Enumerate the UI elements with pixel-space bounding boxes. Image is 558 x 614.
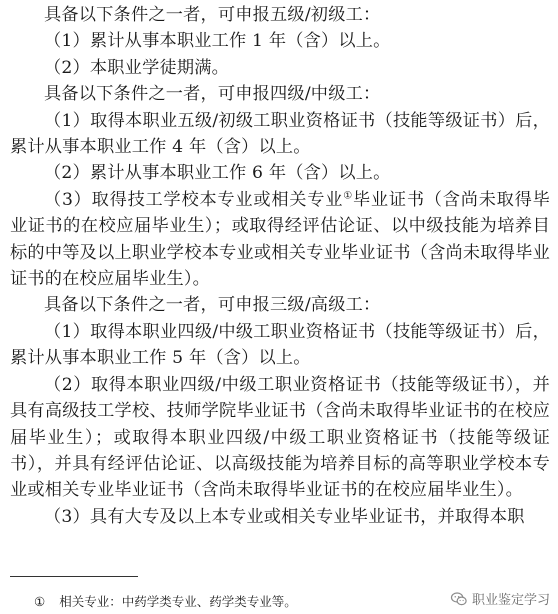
paragraph-level4-cond2: （2）累计从事本职业工作 6 年（含）以上。 <box>44 163 391 184</box>
watermark-text: 职业鉴定学习 <box>471 593 550 608</box>
paragraph-text-part-b: 毕业证书（含尚未取得毕业证书的在校应届毕业生）；或取得经评估论证、以中级技能为培养目标的中等及以上职业学校本专业或相关专业毕业证书（含尚未取得毕业证书的在校应届毕业生）。 <box>10 189 550 290</box>
watermark <box>450 589 550 608</box>
paragraph-level3-cond3: （3）具有大专及以上本专业或相关专业毕业证书，并取得本职 <box>44 506 525 527</box>
footnote-divider <box>10 576 138 577</box>
paragraph-level3-cond1: （1）取得本职业四级/中级工职业资格证书（技能等级证书）后，累计从事本职业工作 5 年（含）以上。 <box>10 321 550 369</box>
paragraph-level5-heading: 具备以下条件之一者，可申报五级/初级工： <box>44 5 381 25</box>
footnote-text: 相关专业：中药学类专业、药学类专业等。 <box>59 594 297 609</box>
paragraph-text-part-a: （3）取得技工学校本专业或相关专业 <box>44 189 344 210</box>
footnote-reference[interactable]: ① <box>343 190 353 202</box>
wechat-icon <box>450 590 468 608</box>
footnote <box>34 592 297 610</box>
body-text <box>10 2 550 530</box>
footnote-mark: ① <box>34 594 46 609</box>
paragraph-level3-cond2: （2）取得本职业四级/中级工职业资格证书（技能等级证书），并具有高级技工学校、技师学院毕业证书（含尚未取得毕业证书的在校应届毕业生）；或取得本职业四级/中级工职业资格证书（技能等级证书），并具有经评估论证、以高级技能为培养目标的高等职业学校本专业或相关专业毕业证书（含尚未取得毕业证书的在校应届毕业生）。 <box>10 374 550 501</box>
paragraph-level5-cond2: （2）本职业学徒期满。 <box>44 57 230 78</box>
paragraph-level4-cond3 <box>10 187 550 293</box>
paragraph-level5-cond1: （1）累计从事本职业工作 1 年（含）以上。 <box>44 31 391 52</box>
paragraph-level4-cond1: （1）取得本职业五级/初级工职业资格证书（技能等级证书）后，累计从事本职业工作 4 年（含）以上。 <box>10 110 550 158</box>
paragraph-level4-heading: 具备以下条件之一者，可申报四级/中级工： <box>44 84 381 105</box>
paragraph-level3-heading: 具备以下条件之一者，可申报三级/高级工： <box>44 295 381 316</box>
